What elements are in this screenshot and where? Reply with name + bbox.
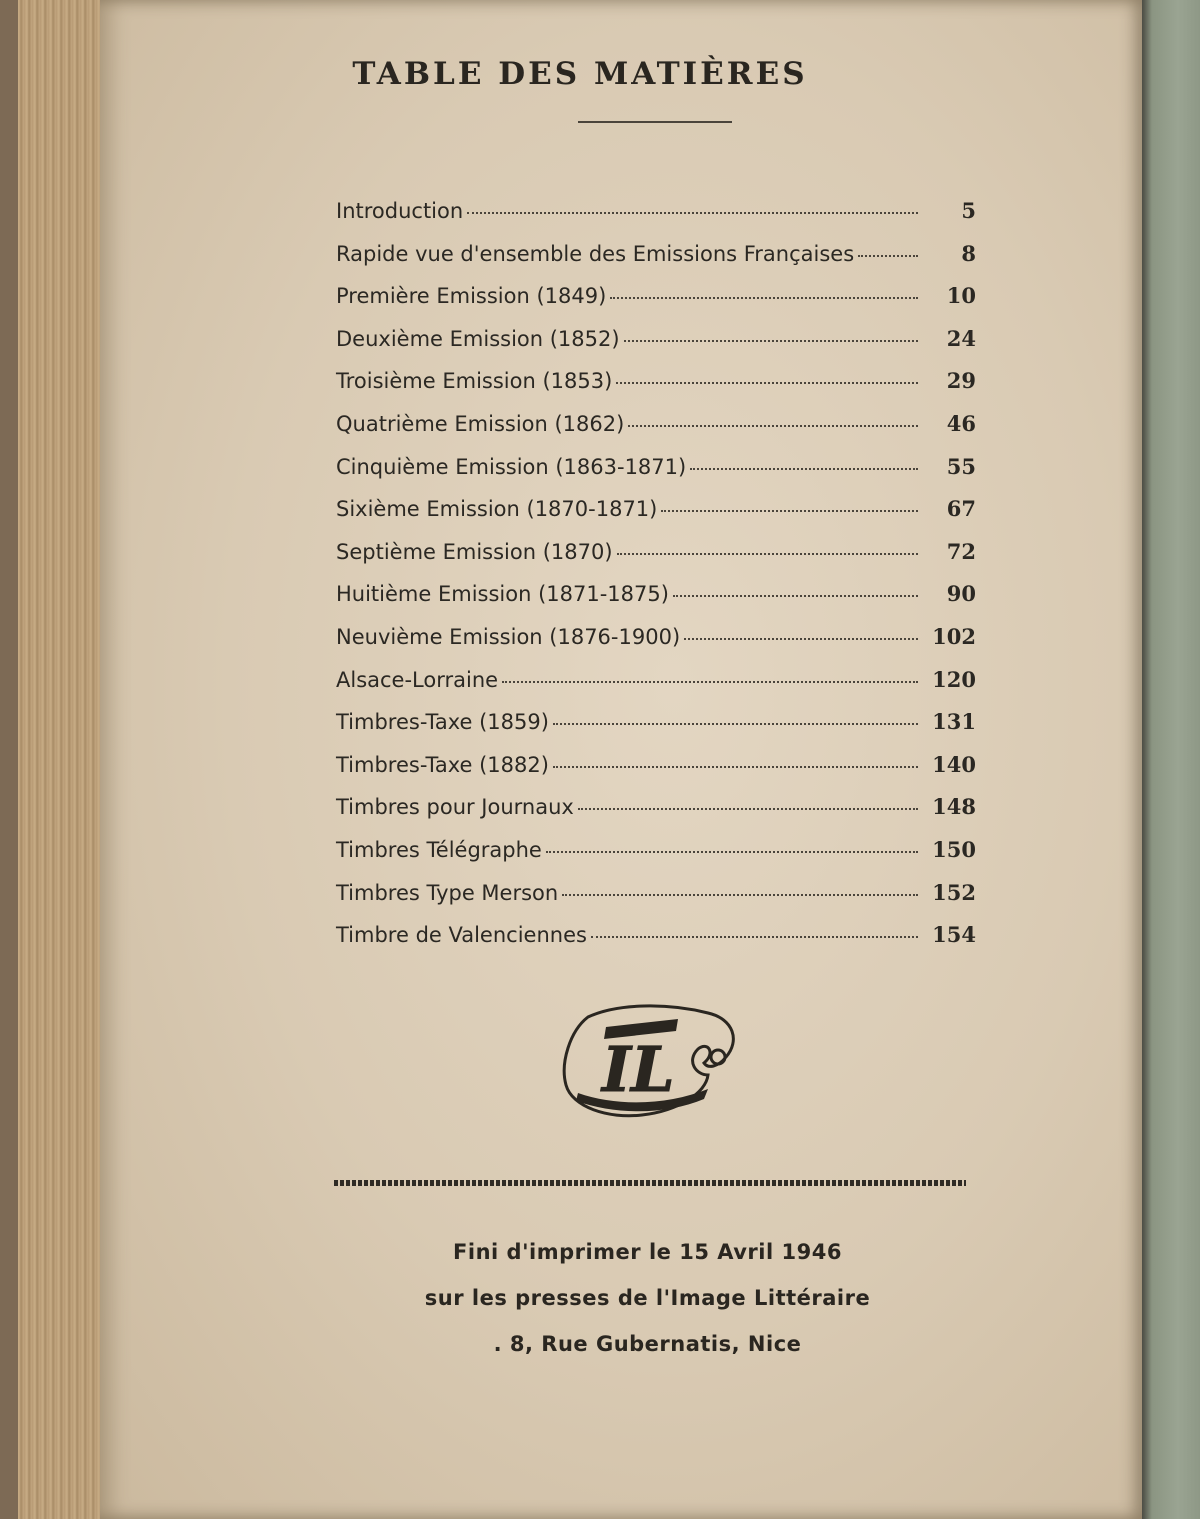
toc-entry-title: Septième Emission (1870) (336, 539, 613, 564)
toc-entry (336, 411, 976, 454)
toc-page-number: 131 (932, 709, 976, 735)
page-title: TABLE DES MATIÈRES (352, 56, 808, 92)
logo-letters: IL (602, 1033, 675, 1106)
toc-page-number: 67 (946, 496, 976, 522)
toc-entry-title: Neuvième Emission (1876-1900) (336, 624, 681, 649)
toc-page-number: 154 (932, 922, 976, 948)
dot-leader (610, 296, 918, 299)
toc-entry-title: Timbre de Valenciennes (336, 923, 587, 948)
toc-entry-title: Sixième Emission (1870-1871) (336, 497, 658, 522)
dot-leader (546, 850, 918, 853)
toc-entry-title: Quatrième Emission (1862) (336, 411, 625, 436)
toc-page-number: 72 (946, 538, 976, 564)
dot-leader (673, 594, 918, 597)
colophon (0, 1229, 1200, 1367)
toc-entry (336, 496, 976, 539)
toc-entry (336, 539, 976, 582)
toc-entry (336, 880, 976, 923)
toc-entry (336, 454, 976, 497)
toc-entry (336, 667, 976, 710)
toc-entry-title: Introduction (336, 199, 464, 223)
toc-page-number: 55 (946, 453, 976, 479)
dot-leader (467, 211, 918, 214)
publisher-logo (558, 997, 744, 1121)
toc-page-number: 24 (946, 325, 976, 351)
toc-entry-title: Alsace-Lorraine (336, 667, 499, 692)
dot-leader (591, 935, 918, 938)
toc-page-number: 148 (932, 794, 976, 820)
toc-entry-title: Timbres Télégraphe (336, 837, 542, 862)
dot-leader (553, 765, 918, 768)
toc-entry-title: Première Emission (1849) (336, 284, 607, 309)
colophon-line: sur les presses de l'Image Littéraire (424, 1286, 871, 1310)
toc-entry-title: Deuxième Emission (1852) (336, 326, 620, 351)
toc-entry-title: Cinquième Emission (1863-1871) (336, 454, 687, 479)
toc-page-number: 102 (932, 623, 976, 649)
toc-page-number: 90 (946, 581, 976, 607)
toc-entry-title: Huitième Emission (1871-1875) (336, 582, 669, 607)
dot-leader (562, 893, 918, 896)
toc-entry (336, 922, 976, 965)
dot-leader (661, 509, 918, 512)
toc-page-number: 150 (932, 836, 976, 862)
toc-entry (336, 283, 976, 326)
table-of-contents (336, 198, 976, 965)
toc-entry (336, 326, 976, 369)
toc-entry (336, 624, 976, 667)
toc-page-number: 140 (932, 751, 976, 777)
toc-entry (336, 709, 976, 752)
dot-leader (616, 381, 918, 384)
toc-entry-title: Timbres-Taxe (1882) (336, 752, 549, 777)
toc-page-number: 8 (961, 240, 976, 266)
dot-leader (690, 467, 918, 470)
toc-entry (336, 581, 976, 624)
toc-page-number: 10 (946, 283, 976, 309)
toc-entry (336, 752, 976, 795)
toc-entry-title: Timbres pour Journaux (336, 795, 574, 820)
dot-leader (502, 680, 918, 683)
dot-leader (628, 424, 918, 427)
colophon-line: . 8, Rue Gubernatis, Nice (493, 1332, 802, 1356)
toc-entry (336, 368, 976, 411)
toc-entry-title: Rapide vue d'ensemble des Emissions Françaises (336, 241, 855, 266)
footer-divider (334, 1180, 966, 1186)
toc-entry (336, 198, 976, 241)
title-underline (578, 121, 732, 123)
toc-page-number: 5 (961, 198, 976, 223)
dot-leader (578, 807, 918, 810)
toc-entry (336, 837, 976, 880)
colophon-line: Fini d'imprimer le 15 Avril 1946 (453, 1240, 842, 1264)
toc-entry-title: Troisième Emission (1853) (336, 369, 613, 394)
dot-leader (553, 722, 918, 725)
toc-page-number: 29 (946, 368, 976, 394)
dot-leader (617, 552, 918, 555)
toc-page-number: 46 (946, 410, 976, 436)
toc-entry-title: Timbres Type Merson (336, 880, 559, 905)
toc-page-number: 120 (932, 666, 976, 692)
dot-leader (858, 254, 918, 257)
toc-entry (336, 241, 976, 284)
toc-entry-title: Timbres-Taxe (1859) (336, 710, 549, 735)
dot-leader (624, 339, 918, 342)
toc-page-number: 152 (932, 879, 976, 905)
toc-entry (336, 794, 976, 837)
dot-leader (684, 637, 918, 640)
